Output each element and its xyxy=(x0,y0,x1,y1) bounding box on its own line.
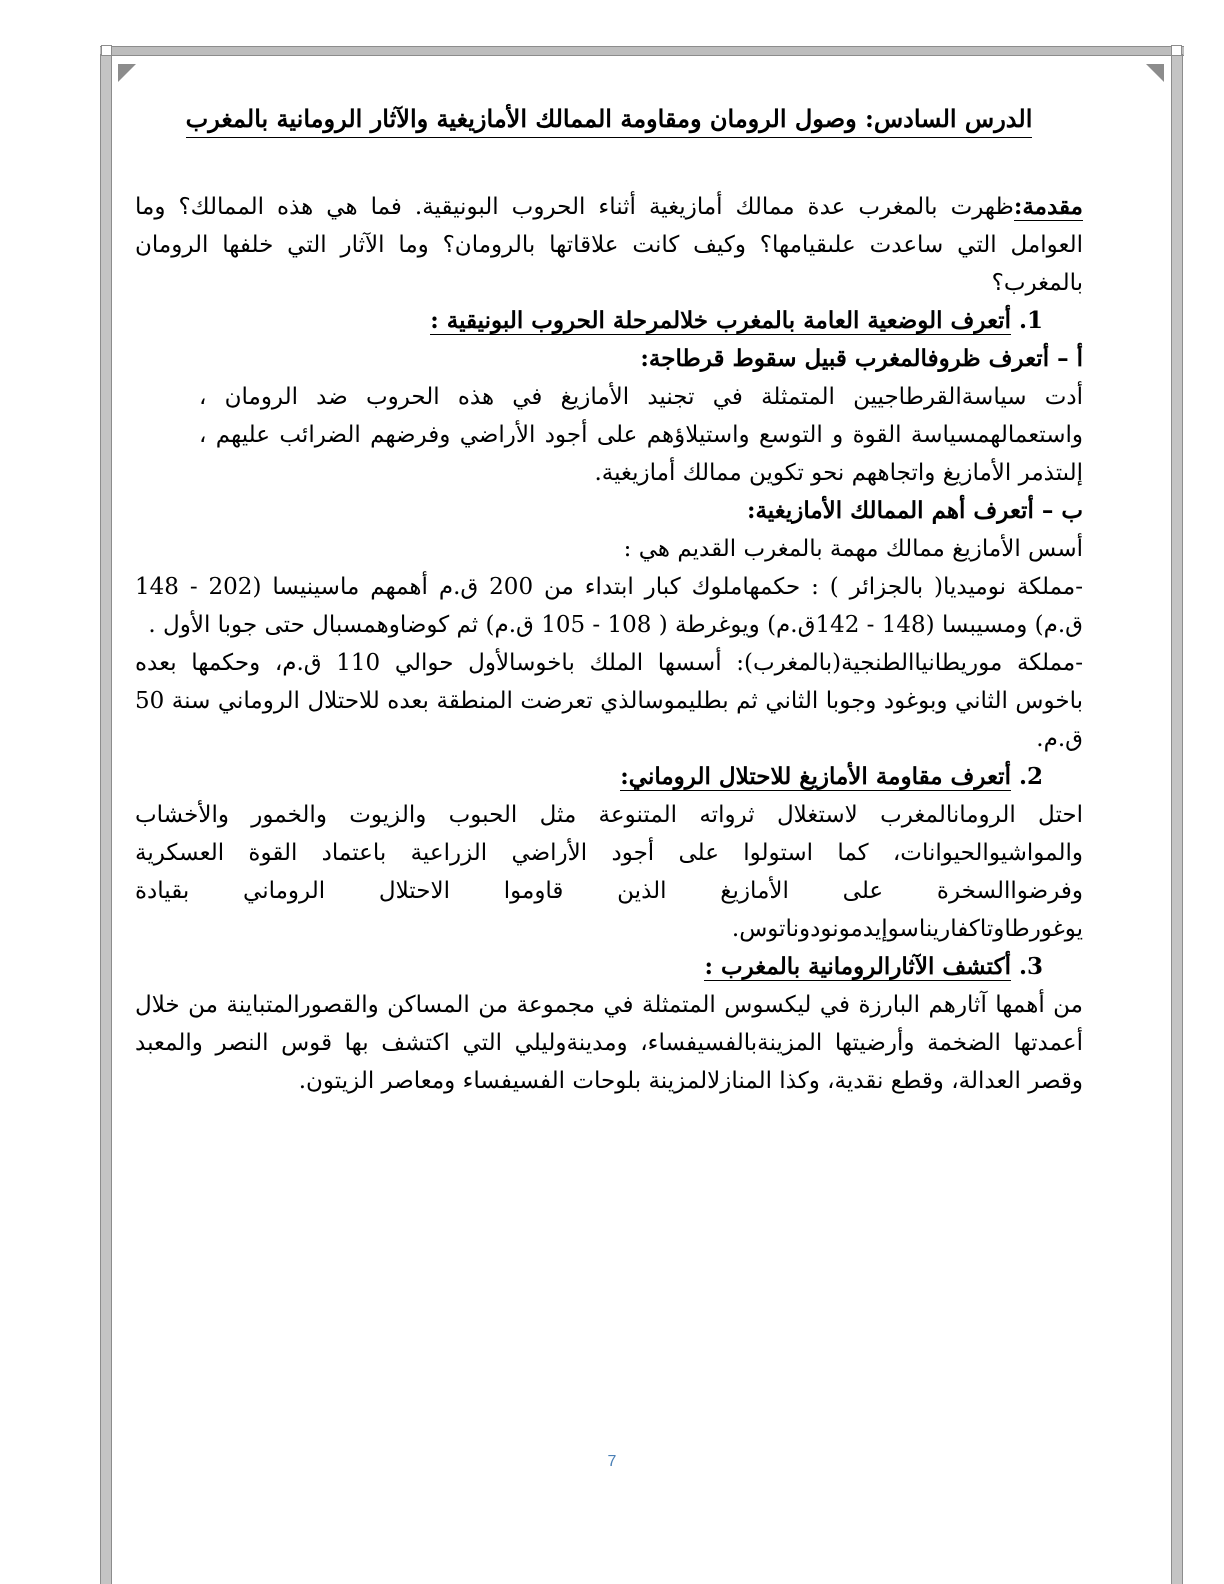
lesson-title: الدرس السادس: وصول الرومان ومقاومة الممالك الأمازيغية والآثار الرومانية بالمغرب xyxy=(186,104,1033,138)
subsection-b-heading: ب – أتعرف أهم الممالك الأمازيغية: xyxy=(746,497,1083,524)
page-border-corner xyxy=(1171,45,1182,56)
intro-label: مقدمة: xyxy=(1013,193,1083,220)
section-3-text: من أهمها آثارهم البارزة في ليكسوس المتمثلة في مجموعة من المساكن والقصورالمتباينة من خلال أعمدتها الضخمة وأرضيتها المزينةبالفسيفساء، ومدينةوليلي التي اكتشف بها قوس النصر والمعبد وقصر العدالة، وقطع نقدية، وكذا المنازلالمزينة بلوحات الفسيفساء ومعاصر الزيتون. xyxy=(135,992,1083,1094)
title-container xyxy=(135,104,1083,138)
page-number: 7 xyxy=(607,1453,617,1470)
subsection-a-text: أدت سياسةالقرطاجيين المتمثلة في تجنيد الأمازيغ في هذه الحروب ضد الرومان ، واستعمالهمسياسة القوة و التوسع واستيلاؤهم على أجود الأراضي وفرضهم الضرائب عليهم ، إلىتذمر الأمازيغ واتجاههم نحو تكوين ممالك أمازيغية. xyxy=(199,384,1083,486)
subsection-b-intro: أسس الأمازيغ ممالك مهمة بالمغرب القديم هي : xyxy=(623,536,1083,562)
section-1-number: 1. xyxy=(1018,307,1043,334)
kingdom-mauretania-paragraph: -مملكة موريطانياالطنجية(بالمغرب): أسسها الملك باخوسالأول حوالي 110 ق.م، وحكمها بعده باخوس الثاني وبوغود وجوبا الثاني ثم بطليموسالذي تعرضت المنطقة بعده للاحتلال الروماني سنة 50 ق.م. xyxy=(135,650,1083,752)
corner-ornament xyxy=(118,64,136,82)
subsection-a-heading: أ – أتعرف ظروفالمغرب قبيل سقوط قرطاجة: xyxy=(640,345,1083,372)
section-3-title: أكتشف الآثارالرومانية بالمغرب : xyxy=(704,953,1011,980)
page-border-left xyxy=(100,54,112,1584)
section-2-text: احتل الرومانالمغرب لاستغلال ثرواته المتنوعة مثل الحبوب والزيوت والخمور والأخشاب والمواشيوالحيوانات، كما استولوا على أجود الأراضي الزراعية باعتماد القوة العسكرية وفرضواالسخرة على الأمازيغ الذين قاوموا الاحتلال الروماني بقيادة يوغورطاوتاكفاريناسوإيدمونودوناتوس. xyxy=(135,802,1083,942)
document-body xyxy=(135,104,1083,1100)
page-border-right xyxy=(1171,54,1183,1584)
section-2-heading xyxy=(135,758,1083,796)
section-3-number: 3. xyxy=(1018,953,1043,980)
page-border-corner xyxy=(101,45,112,56)
section-2-title: أتعرف مقاومة الأمازيغ للاحتلال الروماني: xyxy=(620,763,1011,790)
section-1-title: أتعرف الوضعية العامة بالمغرب خلالمرحلة الحروب البونيقية : xyxy=(430,307,1011,334)
section-2-number: 2. xyxy=(1018,763,1043,790)
kingdom-numidia-paragraph: -مملكة نوميديا( بالجزائر ) : حكمهاملوك كبار ابتداء من 200 ق.م أهمهم ماسينيسا (202 - 148 ق.م) ومسيبسا (148 - 142ق.م) ويوغرطة ( 108 - 105 ق.م) ثم كوضاوهمسبال حتى جوبا الأول . xyxy=(135,574,1083,638)
intro-paragraph xyxy=(135,188,1083,302)
page-border-top xyxy=(100,46,1184,56)
intro-text: ظهرت بالمغرب عدة ممالك أمازيغية أثناء الحروب البونيقية. فما هي هذه الممالك؟ وما العوامل التي ساعدت علىقيامها؟ وكيف كانت علاقاتها بالرومان؟ وما الآثار التي خلفها الرومان بالمغرب؟ xyxy=(135,194,1083,296)
section-3-heading xyxy=(135,948,1083,986)
corner-ornament xyxy=(1146,64,1164,82)
section-1-heading xyxy=(135,302,1083,340)
